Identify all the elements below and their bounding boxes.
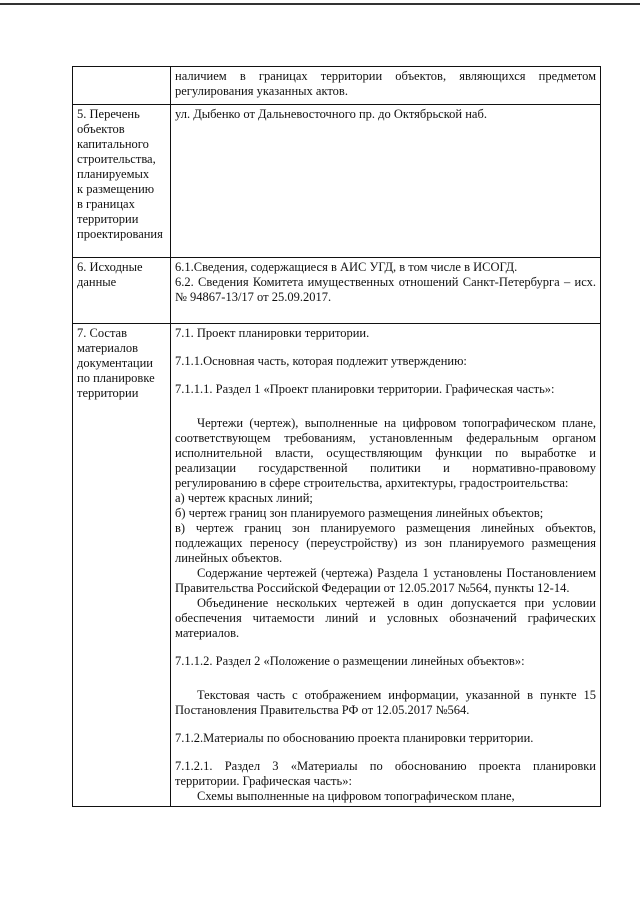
section-heading: 7.1.2.1. Раздел 3 «Материалы по обоснованию проекта планировки территории. Графическая часть»: (175, 759, 596, 788)
section-heading: 7.1.2.Материалы по обоснованию проекта планировки территории. (175, 731, 534, 745)
section-heading: 7.1. Проект планировки территории. (175, 326, 370, 340)
row-content-cell (171, 258, 601, 324)
row-label-materials: 7. Состав материалов документации по планировке территории (77, 326, 155, 400)
row-content-cell (171, 105, 601, 258)
row-label-cell (73, 324, 171, 807)
row-label-cell (73, 258, 171, 324)
row-label-source-data: 6. Исходные данные (77, 260, 143, 289)
row-content-cell (171, 67, 601, 105)
list-item: в) чертеж границ зон планируемого размещения линейных объектов, подлежащих переносу (переустройству) из зон планируемого размещения линейных объектов. (175, 521, 596, 565)
list-item: а) чертеж красных линий; (175, 491, 313, 505)
source-data-item: 6.1.Сведения, содержащиеся в АИС УГД, в том числе в ИСОГД. (175, 260, 518, 274)
row-label-cell (73, 67, 171, 105)
objects-list-text: ул. Дыбенко от Дальневосточного пр. до Октябрьской наб. (175, 107, 487, 121)
row-label-capital-objects: 5. Перечень объектов капитального строительства, планируемых к размещению в границах территории проектирования (77, 107, 163, 241)
top-rule (0, 3, 640, 5)
table-row (73, 324, 601, 807)
paragraph: Чертежи (чертеж), выполненные на цифровом топографическом плане, соответствующем требованиям, установленным федеральным органом исполнительной власти, осуществляющим функции по выработке и реализации государственной политики и нормативно-правовому регулированию в сфере строительства, архитектуры, градостроительства: (175, 416, 596, 490)
table-row (73, 105, 601, 258)
section-heading: 7.1.1.Основная часть, которая подлежит утверждению: (175, 354, 467, 368)
table-row (73, 258, 601, 324)
section-heading: 7.1.1.2. Раздел 2 «Положение о размещении линейных объектов»: (175, 654, 525, 668)
continuation-text: наличием в границах территории объектов, являющихся предметом регулирования указанных актов. (175, 69, 596, 98)
paragraph: Текстовая часть с отображением информации, указанной в пункте 15 Постановления Правительства РФ от 12.05.2017 №564. (175, 688, 596, 717)
requirements-table (72, 66, 601, 807)
source-data-item: 6.2. Сведения Комитета имущественных отношений Санкт-Петербурга – исх. № 94867-13/17 от 25.09.2017. (175, 275, 596, 304)
paragraph: Объединение нескольких чертежей в один допускается при условии обеспечения читаемости линий и условных обозначений графических материалов. (175, 596, 596, 640)
paragraph: Содержание чертежей (чертежа) Раздела 1 установлены Постановлением Правительства Российской Федерации от 12.05.2017 №564, пункты 12-14. (175, 566, 596, 595)
table-row (73, 67, 601, 105)
row-label-cell (73, 105, 171, 258)
paragraph: Схемы выполненные на цифровом топографическом плане, (197, 789, 515, 803)
list-item: б) чертеж границ зон планируемого размещения линейных объектов; (175, 506, 544, 520)
section-heading: 7.1.1.1. Раздел 1 «Проект планировки территории. Графическая часть»: (175, 382, 555, 396)
row-content-cell (171, 324, 601, 807)
